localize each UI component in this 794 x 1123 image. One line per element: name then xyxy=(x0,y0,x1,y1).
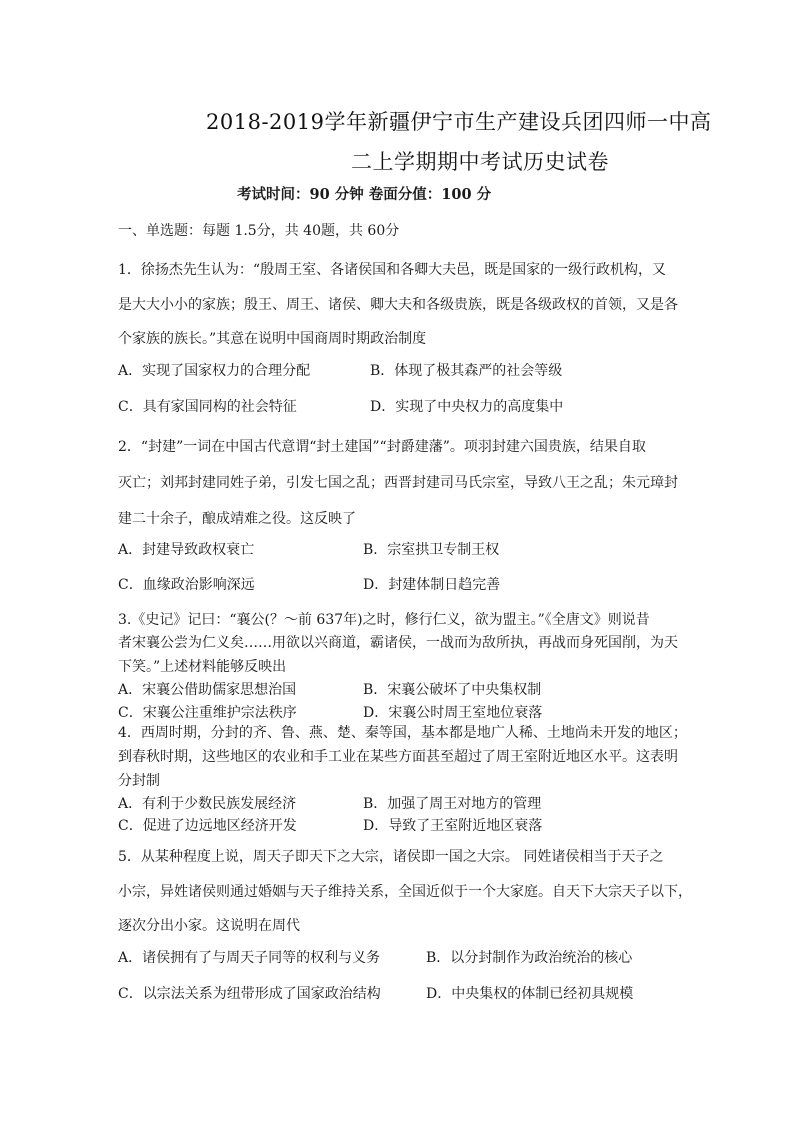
answer-option: A．宋襄公借助儒家思想治国 xyxy=(118,682,297,698)
question-text-line: 灭亡；刘邦封建同姓子弟，引发七国之乱；西晋封建司马氏宗室，导致八王之乱；朱元璋封 xyxy=(118,475,678,491)
answer-option: D．封建体制日趋完善 xyxy=(363,577,501,593)
question-text-line: 3.《史记》记曰：“襄公(？～前 637年)之时，修行仁义，欲为盟主。”《全唐文》则说昔 xyxy=(118,612,650,628)
answer-option: A．有利于少数民族发展经济 xyxy=(118,796,297,812)
question-text-line: 个家族的族长。”其意在说明中国商周时期政治制度 xyxy=(118,331,427,347)
question-text-line: 建二十余子，酿成靖难之役。这反映了 xyxy=(118,511,356,527)
question-text-line: 2．“封建”一词在中国古代意谓“封土建国”“封爵建藩”。项羽封建六国贵族，结果自取 xyxy=(118,439,646,455)
answer-option: B．宗室拱卫专制王权 xyxy=(363,542,500,558)
question-text-line: 到春秋时期，这些地区的农业和手工业在某些方面甚至超过了周王室附近地区水平。这表明 xyxy=(118,749,678,765)
answer-option: B．以分封制作为政治统治的核心 xyxy=(426,950,633,966)
question-text-line: 逐次分出小家。这说明在周代 xyxy=(118,918,300,934)
question-text-line: 者宋襄公尝为仁义矣……用欲以兴商道，霸诸侯，一战而为敌所执，再战而身死国削，为天 xyxy=(118,635,678,651)
answer-option: D．导致了王室附近地区衰落 xyxy=(363,818,543,834)
answer-option: B．加强了周王对地方的管理 xyxy=(363,796,542,812)
answer-option: A．实现了国家权力的合理分配 xyxy=(118,363,311,379)
page-title-line-1: 2018-2019学年新疆伊宁市生产建设兵团四师一中高 xyxy=(206,110,712,134)
answer-option: A．封建导致政权衰亡 xyxy=(118,542,255,558)
answer-option: C．宋襄公注重维护宗法秩序 xyxy=(118,705,297,721)
answer-option: C．以宗法关系为纽带形成了国家政治结构 xyxy=(118,986,381,1002)
question-text-line: 1．徐扬杰先生认为：“殷周王室、各诸侯国和各卿大夫邑，既是国家的一级行政机构，又 xyxy=(118,262,667,278)
question-text-line: 是大大小小的家族；殷王、周王、诸侯、卿大夫和各级贵族，既是各级政权的首领，又是各 xyxy=(118,297,678,313)
answer-option: C．血缘政治影响深远 xyxy=(118,577,255,593)
answer-option: B．体现了极其森严的社会等级 xyxy=(370,363,563,379)
section-heading: 一、单选题：每题 1.5分，共 40题，共 60分 xyxy=(118,223,400,239)
question-text-line: 5．从某种程度上说，周天子即天下之大宗，诸侯即一国之大宗。 同姓诸侯相当于天子之 xyxy=(118,849,664,865)
question-text-line: 4．西周时期，分封的齐、鲁、燕、楚、秦等国，基本都是地广人稀、土地尚未开发的地区； xyxy=(118,725,687,741)
answer-option: A．诸侯拥有了与周天子同等的权利与义务 xyxy=(118,950,381,966)
answer-option: D．实现了中央权力的高度集中 xyxy=(370,399,564,415)
answer-option: C．具有家国同构的社会特征 xyxy=(118,399,297,415)
answer-option: D．宋襄公时周王室地位衰落 xyxy=(363,705,543,721)
question-text-line: 下笑。”上述材料能够反映出 xyxy=(118,659,287,675)
answer-option: B．宋襄公破坏了中央集权制 xyxy=(363,682,542,698)
answer-option: C．促进了边远地区经济开发 xyxy=(118,818,297,834)
question-text-line: 小宗，异姓诸侯则通过婚姻与天子维持关系，全国近似于一个大家庭。自天下大宗天子以下， xyxy=(118,884,692,900)
exam-info: 考试时间：90 分钟 卷面分值：100 分 xyxy=(237,186,492,203)
page-title-line-2: 二上学期期中考试历史试卷 xyxy=(351,150,609,174)
answer-option: D．中央集权的体制已经初具规模 xyxy=(426,986,634,1002)
question-text-line: 分封制 xyxy=(118,773,160,789)
